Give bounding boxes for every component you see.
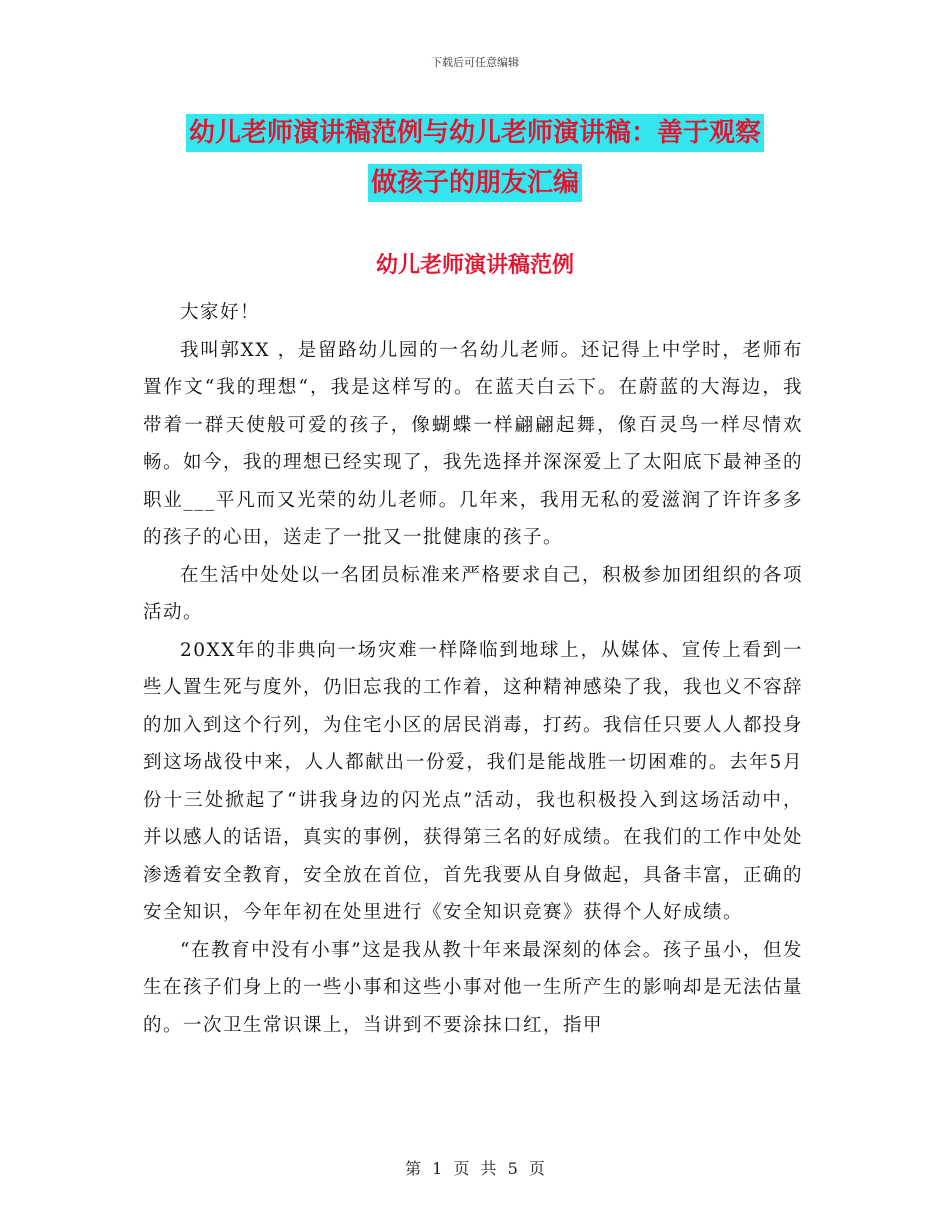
paragraph: “在教育中没有小事”这是我从教十年来最深刻的体会。孩子虽小，但发生在孩子们身上的一些小事和这些小事对他一生所产生的影响却是无法估量的。一次卫生常识课上，当讲到不要涂抹口红，指甲 bbox=[143, 939, 804, 1036]
document-title bbox=[100, 108, 850, 208]
paragraph: 在生活中处处以一名团员标准来严格要求自己，积极参加团组织的各项活动。 bbox=[143, 564, 803, 623]
paragraph-greeting: 大家好！ bbox=[180, 302, 261, 323]
section-title: 幼儿老师演讲稿范例 bbox=[375, 253, 574, 278]
body-text bbox=[143, 294, 803, 1044]
page-number-footer: 第 1 页 共 5 页 bbox=[405, 1159, 545, 1178]
paragraph: 我叫郭XX ，是留路幼儿园的一名幼儿老师。还记得上中学时，老师布置作文“我的理想“，我是这样写的。在蓝天白云下。在蔚蓝的大海边，我带着一群天使般可爱的孩子，像蝴蝶一样翩翩起舞，像百灵鸟一样尽情欢畅。如今，我的理想已经实现了，我先选择并深深爱上了太阳底下最神圣的职业___平凡而又光荣的幼儿老师。几年来，我用无私的爱滋润了许许多多的孩子的心田，送走了一批又一批健康的孩子。 bbox=[143, 339, 804, 548]
document-title-line-2: 做孩子的朋友汇编 bbox=[368, 164, 582, 202]
header-note: 下载后可任意编辑 bbox=[431, 56, 519, 69]
paragraph: 20XX年的非典向一场灾难一样降临到地球上，从媒体、宣传上看到一些人置生死与度外，仍旧忘我的工作着，这种精神感染了我，我也义不容辞的加入到这个行列，为住宅小区的居民消毒，打药。我信任只要人人都投身到这场战役中来，人人都献出一份爱，我们是能战胜一切困难的。去年5月份十三处掀起了“讲我身边的闪光点”活动，我也积极投入到这场活动中，并以感人的话语，真实的事例，获得第三名的好成绩。在我们的工作中处处渗透着安全教育，安全放在首位，首先我要从自身做起，具备丰富，正确的安全知识，今年年初在处里进行《安全知识竞赛》获得个人好成绩。 bbox=[143, 639, 804, 923]
document-title-line-1: 幼儿老师演讲稿范例与幼儿老师演讲稿：善于观察 bbox=[186, 114, 764, 152]
